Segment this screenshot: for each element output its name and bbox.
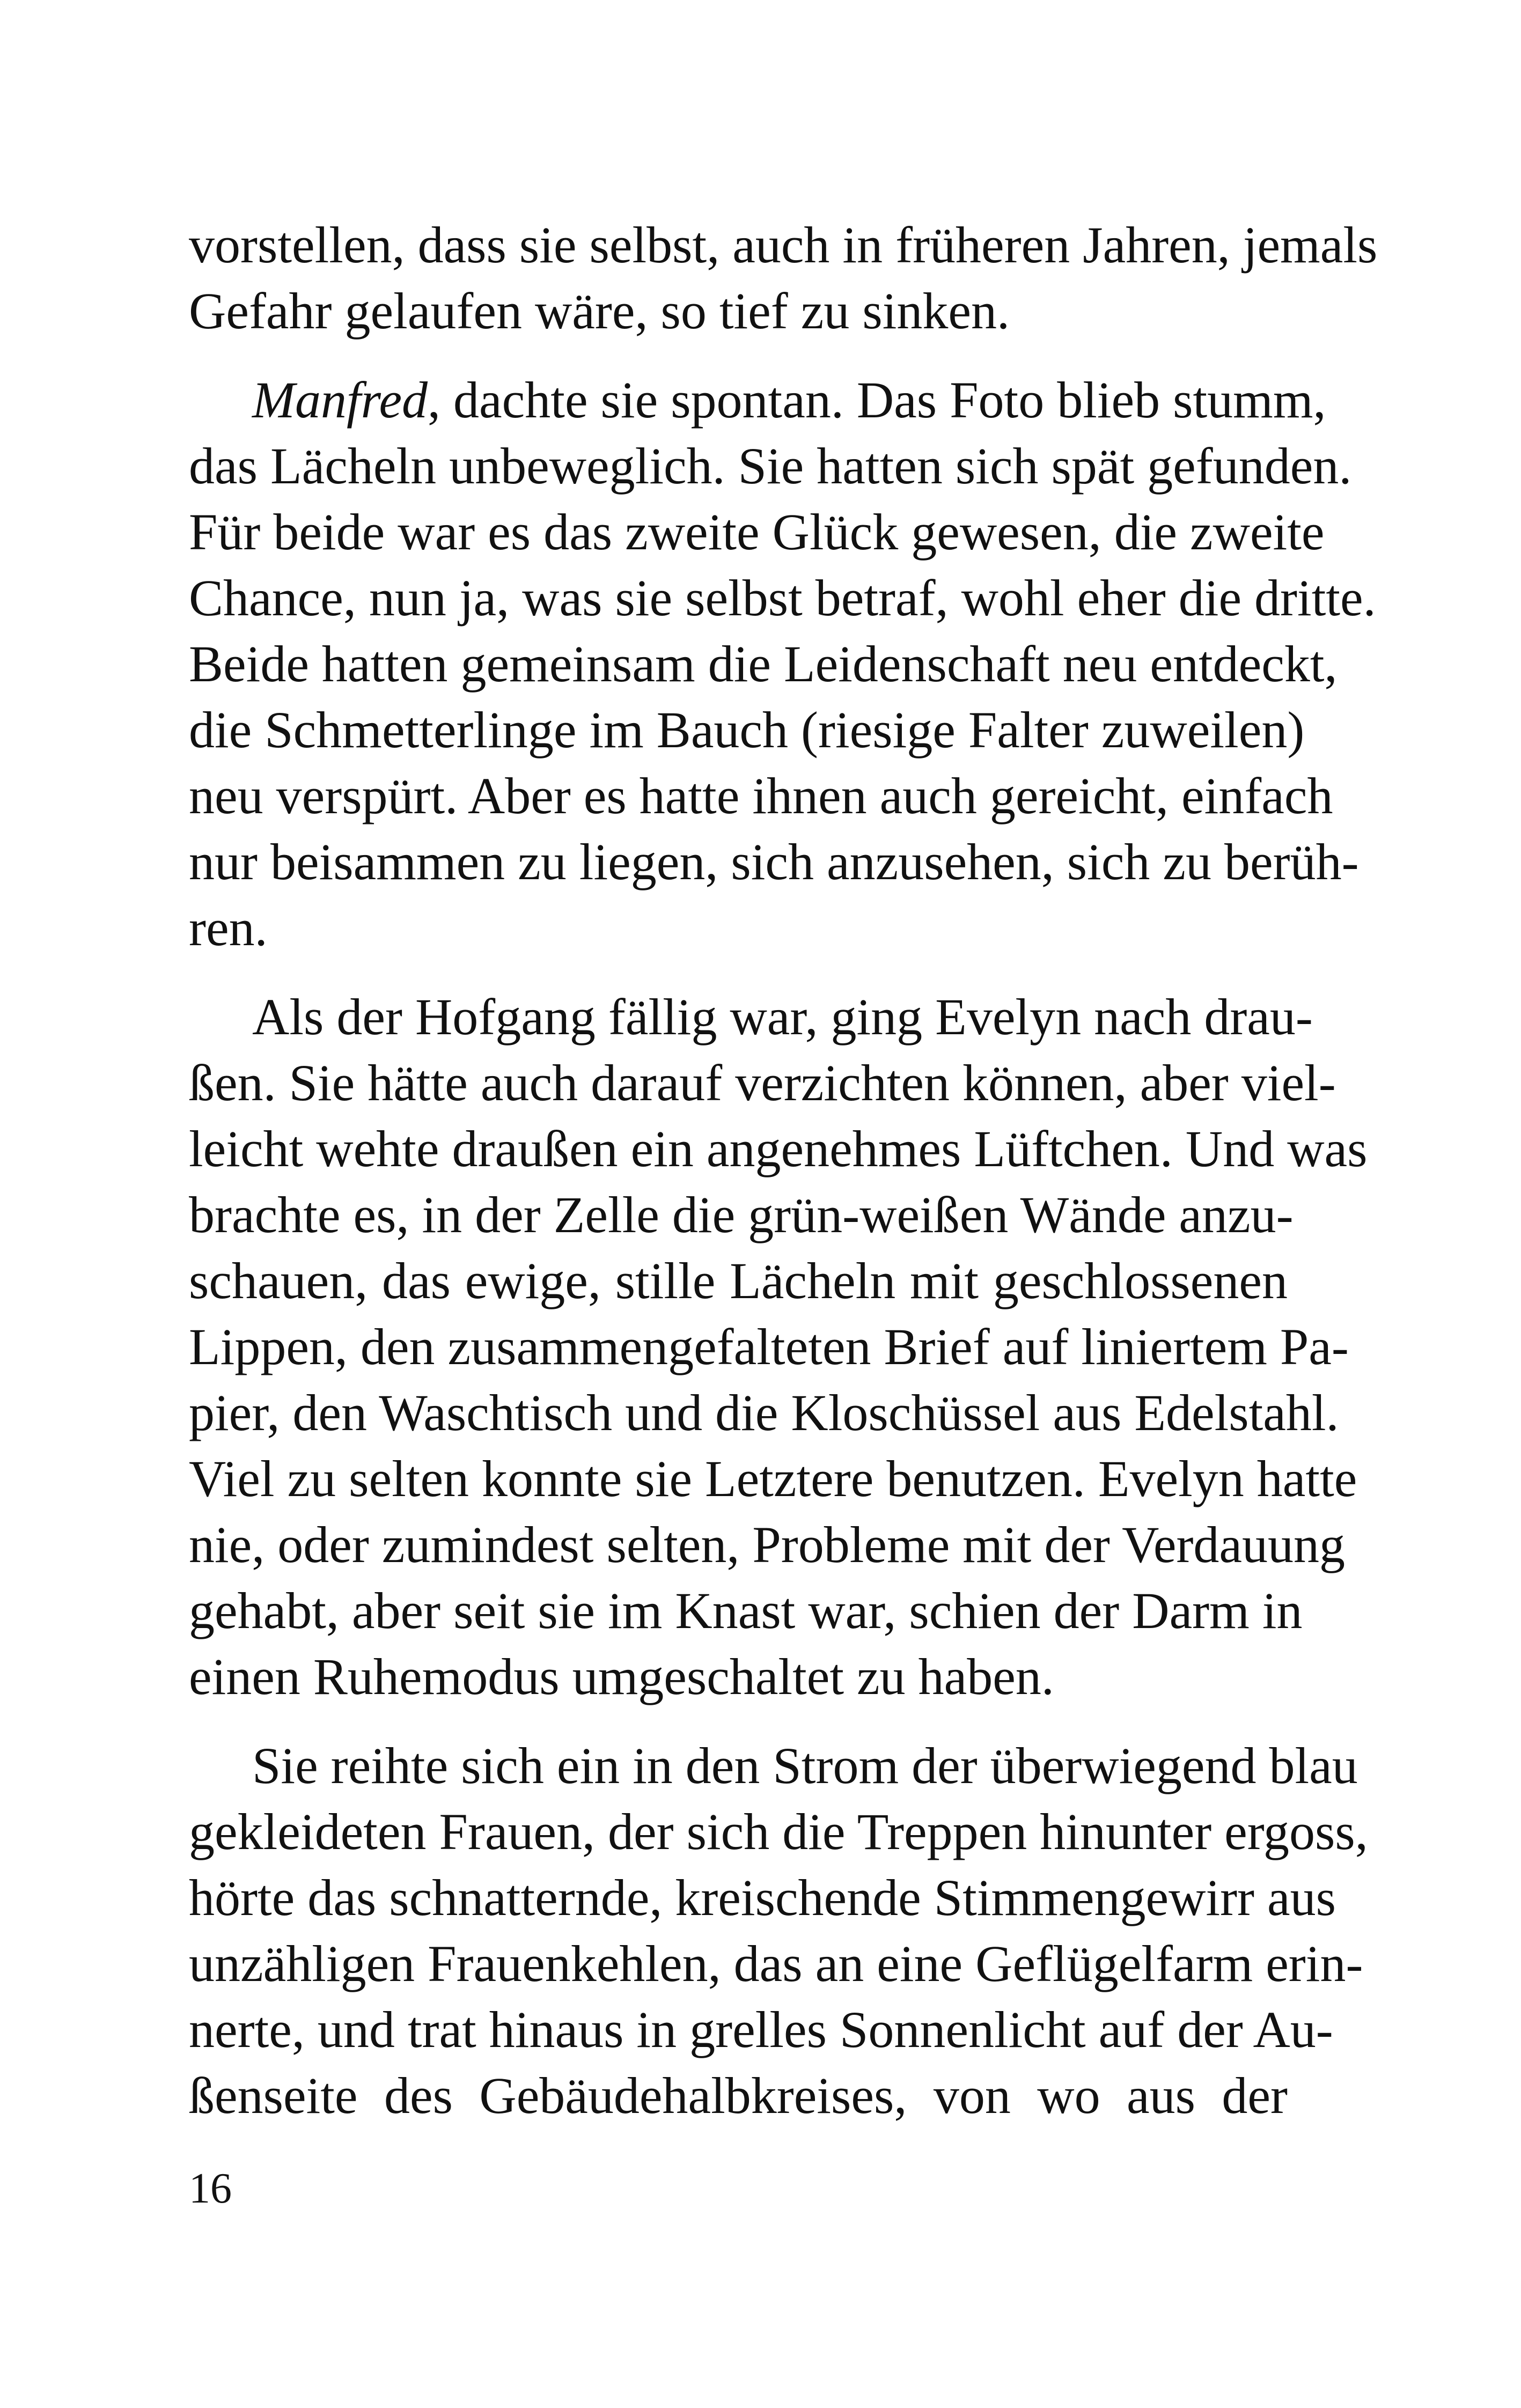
paragraph-gap (189, 961, 1288, 984)
line-text: pier, den Waschtisch und die Kloschüssel aus Edelstahl. (189, 1384, 1339, 1441)
line-text: , dachte sie spontan. Das Foto blieb stumm, (428, 371, 1326, 429)
text-line (189, 2063, 1288, 2129)
text-line (189, 895, 1288, 961)
text-line (189, 1182, 1294, 1248)
line-text: nur beisammen zu liegen, sich anzusehen, sich zu berüh- (189, 833, 1359, 890)
text-line (189, 367, 1326, 433)
line-text: hörte das schnatternde, kreischende Stimmengewirr aus (189, 1869, 1336, 1926)
italic-name: Manfred (252, 371, 428, 429)
line-text: ßen. Sie hätte auch darauf verzichten können, aber viel- (189, 1054, 1336, 1111)
paragraph (189, 984, 1368, 1710)
text-line (189, 1644, 1288, 1710)
line-text: Beide hatten gemeinsam die Leidenschaft neu entdeckt, (189, 635, 1338, 693)
line-text: Viel zu selten konnte sie Letztere benutzen. Evelyn hatte (189, 1450, 1357, 1507)
line-text: Gefahr gelaufen wäre, so tief zu sinken. (189, 282, 1010, 340)
line-text: gehabt, aber seit sie im Knast war, schien der Darm in (189, 1582, 1303, 1639)
text-line (189, 278, 1288, 344)
text-line (189, 1050, 1336, 1116)
line-text: unzähligen Frauenkehlen, das an eine Geflügelfarm erin- (189, 1935, 1363, 1992)
text-line (189, 829, 1359, 895)
line-text: die Schmetterlinge im Bauch (riesige Falter zuweilen) (189, 701, 1305, 759)
line-text: nerte, und trat hinaus in grelles Sonnenlicht auf der Au- (189, 2001, 1333, 2058)
text-line (189, 1997, 1333, 2063)
line-text: Als der Hofgang fällig war, ging Evelyn nach drau- (252, 988, 1313, 1045)
text-line (189, 1931, 1363, 1997)
line-text: vorstellen, dass sie selbst, auch in früheren Jahren, jemals (189, 216, 1378, 274)
line-text: das Lächeln unbeweglich. Sie hatten sich spät gefunden. (189, 437, 1352, 495)
line-text: schauen, das ewige, stille Lächeln mit geschlossenen (189, 1252, 1288, 1309)
page-number: 16 (189, 2165, 232, 2212)
line-text: nie, oder zumindest selten, Probleme mit der Verdauung (189, 1516, 1346, 1573)
body-text (189, 212, 1378, 2129)
text-line (189, 1512, 1346, 1578)
text-line (189, 1799, 1368, 1865)
text-line (189, 1116, 1368, 1182)
paragraph (189, 212, 1378, 344)
text-line (189, 984, 1313, 1050)
text-line (189, 697, 1305, 763)
text-line (189, 433, 1352, 499)
text-line (189, 565, 1376, 631)
line-text: einen Ruhemodus umgeschaltet zu haben. (189, 1648, 1054, 1705)
text-line (189, 1733, 1358, 1799)
text-line (189, 1865, 1336, 1931)
text-line (189, 1314, 1349, 1380)
line-text: Für beide war es das zweite Glück gewesen, die zweite (189, 503, 1325, 561)
paragraph-gap (189, 1710, 1288, 1733)
paragraph (189, 1733, 1368, 2129)
text-line (189, 1380, 1339, 1446)
text-line (189, 499, 1325, 565)
line-text: gekleideten Frauen, der sich die Treppen hinunter ergoss, (189, 1803, 1368, 1860)
line-text: Chance, nun ja, was sie selbst betraf, wohl eher die dritte. (189, 569, 1376, 627)
text-line (189, 1248, 1288, 1314)
text-line (189, 212, 1378, 278)
text-line (189, 763, 1333, 829)
line-text: Sie reihte sich ein in den Strom der überwiegend blau (252, 1737, 1358, 1794)
line-text: leicht wehte draußen ein angenehmes Lüftchen. Und was (189, 1120, 1368, 1177)
line-text: neu verspürt. Aber es hatte ihnen auch gereicht, einfach (189, 767, 1333, 824)
line-text: ren. (189, 899, 268, 956)
paragraph (189, 367, 1376, 961)
paragraph-gap (189, 344, 1288, 367)
text-line (189, 1578, 1303, 1644)
text-line (189, 1446, 1357, 1512)
line-text: Lippen, den zusammengefalteten Brief auf liniertem Pa- (189, 1318, 1349, 1375)
text-line (189, 631, 1338, 697)
line-text: ßenseite des Gebäudehalbkreises, von wo aus der (189, 2067, 1288, 2124)
line-text: brachte es, in der Zelle die grün-weißen Wände anzu- (189, 1186, 1294, 1243)
